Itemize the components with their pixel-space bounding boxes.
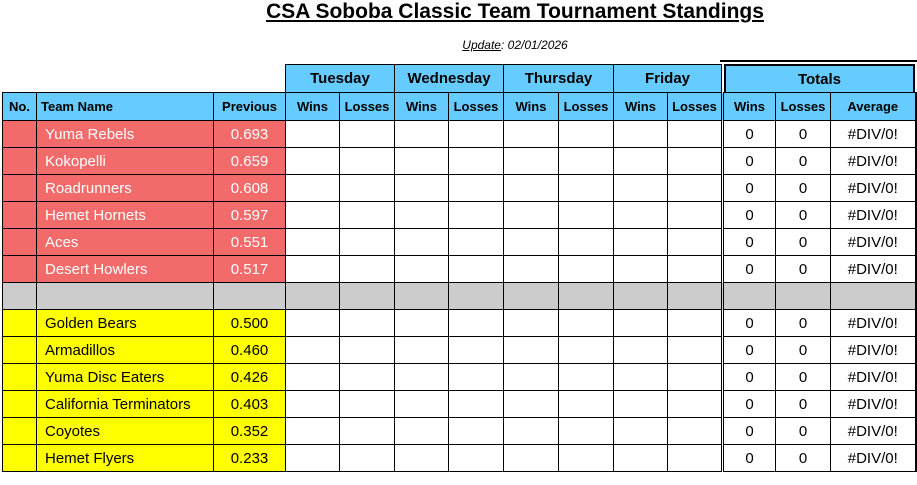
wednesday-wins-cell[interactable]: [395, 175, 449, 202]
page-title: CSA Soboba Classic Team Tournament Standings: [266, 0, 764, 23]
tuesday-losses-cell[interactable]: [340, 364, 395, 391]
wednesday-wins-cell[interactable]: [395, 310, 449, 337]
totals-losses-cell[interactable]: 0: [776, 175, 831, 202]
totals-wins-cell[interactable]: 0: [723, 175, 776, 202]
friday-losses-cell[interactable]: [668, 364, 723, 391]
friday-losses-cell[interactable]: [668, 229, 723, 256]
totals-losses-cell[interactable]: 0: [776, 229, 831, 256]
col-header-thursday-losses: Losses: [559, 93, 614, 121]
previous-cell[interactable]: 0.659: [214, 148, 286, 175]
wednesday-losses-cell[interactable]: [449, 121, 504, 148]
separator-cell[interactable]: [559, 283, 614, 310]
totals-wins-cell[interactable]: 0: [723, 148, 776, 175]
previous-cell[interactable]: 0.597: [214, 202, 286, 229]
thursday-wins-cell[interactable]: [504, 418, 559, 445]
thursday-wins-cell[interactable]: [504, 445, 559, 472]
previous-cell[interactable]: 0.551: [214, 229, 286, 256]
wednesday-losses-cell[interactable]: [449, 202, 504, 229]
totals-wins-cell[interactable]: 0: [723, 418, 776, 445]
col-header-friday-wins: Wins: [614, 93, 668, 121]
friday-losses-cell[interactable]: [668, 391, 723, 418]
friday-wins-cell[interactable]: [614, 364, 668, 391]
col-header-totals-average: Average: [831, 93, 916, 121]
totals-losses-cell[interactable]: 0: [776, 148, 831, 175]
totals-wins-cell[interactable]: 0: [723, 364, 776, 391]
team-name-cell[interactable]: Roadrunners: [37, 175, 214, 202]
thursday-losses-cell[interactable]: [559, 202, 614, 229]
separator-cell[interactable]: [449, 283, 504, 310]
team-name-cell[interactable]: Armadillos: [37, 337, 214, 364]
totals-losses-cell[interactable]: 0: [776, 391, 831, 418]
thursday-losses-cell[interactable]: [559, 229, 614, 256]
totals-average-cell[interactable]: #DIV/0!: [831, 202, 916, 229]
friday-losses-cell[interactable]: [668, 337, 723, 364]
thursday-wins-cell[interactable]: [504, 202, 559, 229]
wednesday-losses-cell[interactable]: [449, 418, 504, 445]
tuesday-wins-cell[interactable]: [286, 175, 340, 202]
col-header-wednesday-losses: Losses: [449, 93, 504, 121]
totals-average-cell[interactable]: #DIV/0!: [831, 148, 916, 175]
tuesday-losses-cell[interactable]: [340, 229, 395, 256]
tuesday-losses-cell[interactable]: [340, 391, 395, 418]
totals-average-cell[interactable]: #DIV/0!: [831, 364, 916, 391]
totals-wins-cell[interactable]: 0: [723, 310, 776, 337]
row-number-cell[interactable]: [3, 121, 37, 148]
friday-losses-cell[interactable]: [668, 202, 723, 229]
team-name-cell[interactable]: California Terminators: [37, 391, 214, 418]
thursday-losses-cell[interactable]: [559, 148, 614, 175]
table-row: [3, 445, 916, 472]
separator-cell[interactable]: [286, 283, 340, 310]
separator-cell[interactable]: [614, 283, 668, 310]
tuesday-wins-cell[interactable]: [286, 337, 340, 364]
tuesday-wins-cell[interactable]: [286, 256, 340, 283]
thursday-losses-cell[interactable]: [559, 337, 614, 364]
wednesday-losses-cell[interactable]: [449, 364, 504, 391]
totals-average-cell[interactable]: #DIV/0!: [831, 418, 916, 445]
totals-losses-cell[interactable]: 0: [776, 418, 831, 445]
wednesday-wins-cell[interactable]: [395, 391, 449, 418]
col-header-no: No.: [3, 93, 37, 121]
totals-losses-cell[interactable]: 0: [776, 256, 831, 283]
separator-cell[interactable]: [776, 283, 831, 310]
wednesday-wins-cell[interactable]: [395, 445, 449, 472]
thursday-losses-cell[interactable]: [559, 445, 614, 472]
team-name-cell[interactable]: Desert Howlers: [37, 256, 214, 283]
row-number-cell[interactable]: [3, 202, 37, 229]
totals-average-cell[interactable]: #DIV/0!: [831, 229, 916, 256]
totals-wins-cell[interactable]: 0: [723, 391, 776, 418]
wednesday-wins-cell[interactable]: [395, 364, 449, 391]
friday-wins-cell[interactable]: [614, 256, 668, 283]
tuesday-losses-cell[interactable]: [340, 310, 395, 337]
col-header-tuesday-wins: Wins: [286, 93, 340, 121]
thursday-wins-cell[interactable]: [504, 229, 559, 256]
wednesday-wins-cell[interactable]: [395, 202, 449, 229]
row-number-cell[interactable]: [3, 148, 37, 175]
thursday-losses-cell[interactable]: [559, 175, 614, 202]
table-row: [3, 121, 916, 148]
wednesday-losses-cell[interactable]: [449, 148, 504, 175]
table-row: [3, 202, 916, 229]
totals-average-cell[interactable]: #DIV/0!: [831, 175, 916, 202]
tuesday-wins-cell[interactable]: [286, 391, 340, 418]
previous-cell[interactable]: 0.693: [214, 121, 286, 148]
column-header-row: [3, 93, 916, 121]
totals-losses-cell[interactable]: 0: [776, 121, 831, 148]
friday-wins-cell[interactable]: [614, 175, 668, 202]
friday-losses-cell[interactable]: [668, 418, 723, 445]
wednesday-losses-cell[interactable]: [449, 256, 504, 283]
totals-wins-cell[interactable]: 0: [723, 121, 776, 148]
tuesday-wins-cell[interactable]: [286, 121, 340, 148]
previous-cell[interactable]: 0.608: [214, 175, 286, 202]
standings-table: [2, 92, 917, 472]
tuesday-wins-cell[interactable]: [286, 202, 340, 229]
wednesday-wins-cell[interactable]: [395, 148, 449, 175]
team-name-cell[interactable]: Hemet Flyers: [37, 445, 214, 472]
tuesday-wins-cell[interactable]: [286, 364, 340, 391]
wednesday-wins-cell[interactable]: [395, 418, 449, 445]
tuesday-losses-cell[interactable]: [340, 175, 395, 202]
row-number-cell[interactable]: [3, 418, 37, 445]
friday-wins-cell[interactable]: [614, 337, 668, 364]
totals-average-cell[interactable]: #DIV/0!: [831, 256, 916, 283]
friday-wins-cell[interactable]: [614, 229, 668, 256]
separator-cell[interactable]: [831, 283, 916, 310]
tuesday-losses-cell[interactable]: [340, 148, 395, 175]
row-number-cell[interactable]: [3, 175, 37, 202]
table-row: [3, 418, 916, 445]
tuesday-wins-cell[interactable]: [286, 148, 340, 175]
separator-cell[interactable]: [723, 283, 776, 310]
table-row: [3, 337, 916, 364]
thursday-losses-cell[interactable]: [559, 418, 614, 445]
friday-losses-cell[interactable]: [668, 121, 723, 148]
thursday-wins-cell[interactable]: [504, 364, 559, 391]
row-number-cell[interactable]: [3, 337, 37, 364]
totals-average-cell[interactable]: #DIV/0!: [831, 121, 916, 148]
totals-losses-cell[interactable]: 0: [776, 337, 831, 364]
previous-cell[interactable]: 0.403: [214, 391, 286, 418]
friday-losses-cell[interactable]: [668, 175, 723, 202]
totals-top-rule: [720, 60, 917, 62]
tuesday-wins-cell[interactable]: [286, 310, 340, 337]
table-row: [3, 310, 916, 337]
friday-losses-cell[interactable]: [668, 310, 723, 337]
row-number-cell[interactable]: [3, 364, 37, 391]
team-name-cell[interactable]: Coyotes: [37, 418, 214, 445]
col-header-wednesday-wins: Wins: [395, 93, 449, 121]
team-name-cell[interactable]: Aces: [37, 229, 214, 256]
friday-wins-cell[interactable]: [614, 202, 668, 229]
thursday-losses-cell[interactable]: [559, 256, 614, 283]
table-row: [3, 364, 916, 391]
team-name-cell[interactable]: Yuma Rebels: [37, 121, 214, 148]
tuesday-losses-cell[interactable]: [340, 337, 395, 364]
separator-cell[interactable]: [340, 283, 395, 310]
tuesday-wins-cell[interactable]: [286, 418, 340, 445]
friday-losses-cell[interactable]: [668, 148, 723, 175]
totals-losses-cell[interactable]: 0: [776, 202, 831, 229]
tuesday-wins-cell[interactable]: [286, 445, 340, 472]
team-name-cell[interactable]: Hemet Hornets: [37, 202, 214, 229]
tuesday-losses-cell[interactable]: [340, 202, 395, 229]
friday-losses-cell[interactable]: [668, 445, 723, 472]
thursday-wins-cell[interactable]: [504, 391, 559, 418]
previous-cell[interactable]: 0.460: [214, 337, 286, 364]
row-number-cell[interactable]: [3, 256, 37, 283]
col-header-totals-losses: Losses: [776, 93, 831, 121]
totals-losses-cell[interactable]: 0: [776, 310, 831, 337]
previous-cell[interactable]: 0.233: [214, 445, 286, 472]
tuesday-losses-cell[interactable]: [340, 121, 395, 148]
row-number-cell[interactable]: [3, 445, 37, 472]
separator-cell[interactable]: [214, 283, 286, 310]
wednesday-wins-cell[interactable]: [395, 229, 449, 256]
tuesday-losses-cell[interactable]: [340, 418, 395, 445]
separator-cell[interactable]: [668, 283, 723, 310]
totals-average-cell[interactable]: #DIV/0!: [831, 337, 916, 364]
previous-cell[interactable]: 0.352: [214, 418, 286, 445]
totals-wins-cell[interactable]: 0: [723, 229, 776, 256]
group-header-thursday: Thursday: [503, 64, 614, 92]
update-label: Update: [462, 38, 501, 52]
table-row: [3, 175, 916, 202]
totals-wins-cell[interactable]: 0: [723, 445, 776, 472]
update-line: [0, 37, 917, 53]
table-row: [3, 391, 916, 418]
wednesday-losses-cell[interactable]: [449, 310, 504, 337]
wednesday-losses-cell[interactable]: [449, 337, 504, 364]
totals-wins-cell[interactable]: 0: [723, 337, 776, 364]
table-row: [3, 148, 916, 175]
wednesday-wins-cell[interactable]: [395, 121, 449, 148]
col-header-friday-losses: Losses: [668, 93, 723, 121]
tuesday-losses-cell[interactable]: [340, 256, 395, 283]
tuesday-wins-cell[interactable]: [286, 229, 340, 256]
team-name-cell[interactable]: Kokopelli: [37, 148, 214, 175]
previous-cell[interactable]: 0.426: [214, 364, 286, 391]
totals-losses-cell[interactable]: 0: [776, 445, 831, 472]
separator-cell[interactable]: [395, 283, 449, 310]
wednesday-losses-cell[interactable]: [449, 175, 504, 202]
table-row: [3, 256, 916, 283]
row-number-cell[interactable]: [3, 391, 37, 418]
previous-cell[interactable]: 0.517: [214, 256, 286, 283]
col-header-totals-wins: Wins: [723, 93, 776, 121]
thursday-wins-cell[interactable]: [504, 310, 559, 337]
thursday-wins-cell[interactable]: [504, 148, 559, 175]
team-name-cell[interactable]: Golden Bears: [37, 310, 214, 337]
totals-average-cell[interactable]: #DIV/0!: [831, 445, 916, 472]
friday-wins-cell[interactable]: [614, 418, 668, 445]
wednesday-wins-cell[interactable]: [395, 337, 449, 364]
col-header-tuesday-losses: Losses: [340, 93, 395, 121]
friday-wins-cell[interactable]: [614, 310, 668, 337]
thursday-wins-cell[interactable]: [504, 175, 559, 202]
thursday-losses-cell[interactable]: [559, 310, 614, 337]
table-row: [3, 229, 916, 256]
row-number-cell[interactable]: [3, 229, 37, 256]
totals-wins-cell[interactable]: 0: [723, 256, 776, 283]
group-header-wednesday: Wednesday: [394, 64, 504, 92]
wednesday-losses-cell[interactable]: [449, 229, 504, 256]
friday-wins-cell[interactable]: [614, 391, 668, 418]
thursday-wins-cell[interactable]: [504, 121, 559, 148]
team-name-cell[interactable]: Yuma Disc Eaters: [37, 364, 214, 391]
separator-cell[interactable]: [37, 283, 214, 310]
friday-wins-cell[interactable]: [614, 121, 668, 148]
col-header-previous: Previous: [214, 93, 286, 121]
wednesday-losses-cell[interactable]: [449, 391, 504, 418]
totals-average-cell[interactable]: #DIV/0!: [831, 391, 916, 418]
thursday-wins-cell[interactable]: [504, 337, 559, 364]
thursday-losses-cell[interactable]: [559, 121, 614, 148]
friday-wins-cell[interactable]: [614, 148, 668, 175]
separator-row: [3, 283, 916, 310]
thursday-losses-cell[interactable]: [559, 364, 614, 391]
group-header-tuesday: Tuesday: [285, 64, 395, 92]
friday-wins-cell[interactable]: [614, 445, 668, 472]
thursday-wins-cell[interactable]: [504, 256, 559, 283]
col-header-team-name: Team Name: [37, 93, 214, 121]
col-header-thursday-wins: Wins: [504, 93, 559, 121]
friday-losses-cell[interactable]: [668, 256, 723, 283]
group-header-friday: Friday: [613, 64, 722, 92]
wednesday-wins-cell[interactable]: [395, 256, 449, 283]
totals-losses-cell[interactable]: 0: [776, 364, 831, 391]
wednesday-losses-cell[interactable]: [449, 445, 504, 472]
previous-cell[interactable]: 0.500: [214, 310, 286, 337]
separator-cell[interactable]: [504, 283, 559, 310]
totals-average-cell[interactable]: #DIV/0!: [831, 310, 916, 337]
totals-wins-cell[interactable]: 0: [723, 202, 776, 229]
separator-cell[interactable]: [3, 283, 37, 310]
standings-rows: [3, 121, 916, 472]
row-number-cell[interactable]: [3, 310, 37, 337]
update-date: : 02/01/2026: [500, 38, 568, 52]
thursday-losses-cell[interactable]: [559, 391, 614, 418]
tuesday-losses-cell[interactable]: [340, 445, 395, 472]
group-header-totals: Totals: [724, 64, 915, 92]
